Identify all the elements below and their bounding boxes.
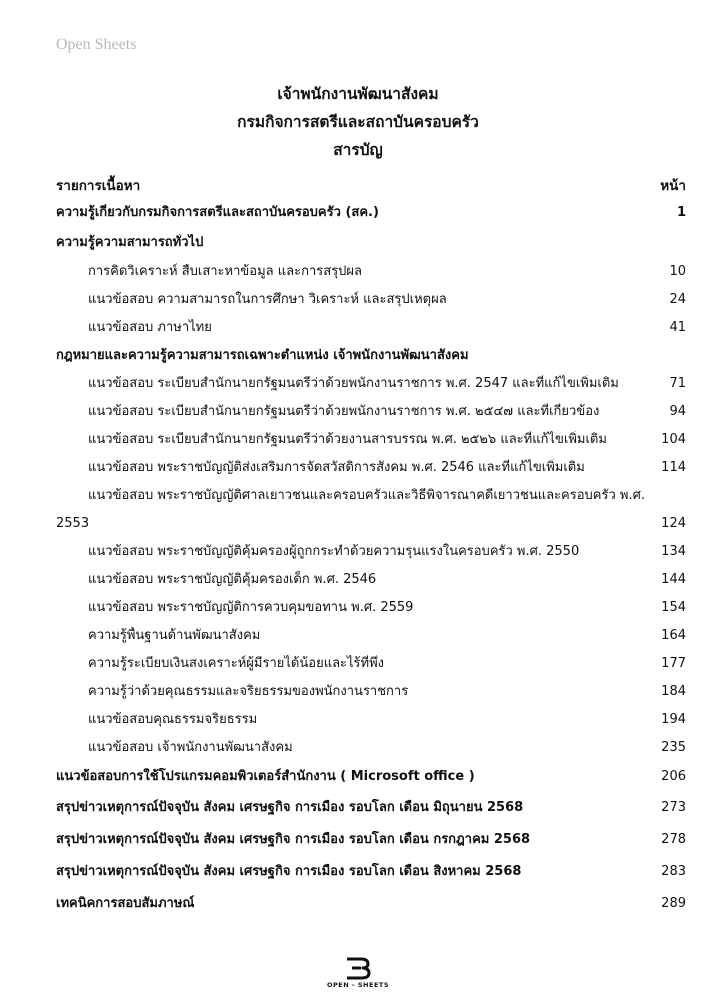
document-title-block	[0, 80, 716, 164]
toc-header	[56, 172, 686, 198]
toc-entry-label: ความรู้ว่าด้วยคุณธรรมและจริยธรรมของพนักงานราชการ	[88, 684, 409, 699]
toc-entry-label: เทคนิคการสอบสัมภาษณ์	[56, 896, 195, 911]
toc-entry	[56, 856, 686, 888]
toc-entry-label: แนวข้อสอบ เจ้าพนักงานพัฒนาสังคม	[88, 740, 293, 755]
toc-entry	[56, 566, 686, 594]
toc-entry-page: 283	[661, 864, 686, 879]
toc-entry-page: 41	[669, 320, 686, 335]
toc-entry-page: 71	[669, 376, 686, 391]
toc-entry	[56, 538, 686, 566]
toc-entry-label: แนวข้อสอบ พระราชบัญญัติคุ้มครองผู้ถูกกระทำด้วยความรุนแรงในครอบครัว พ.ศ. 2550	[88, 544, 580, 559]
toc-entry-page: 1	[676, 205, 686, 220]
toc-entry-label: 2553	[56, 516, 90, 531]
toc-entry-label: แนวข้อสอบการใช้โปรแกรมคอมพิวเตอร์สำนักงาน ( Microsoft office )	[56, 769, 475, 784]
toc-entry-label: สรุปข่าวเหตุการณ์ปัจจุบัน สังคม เศรษฐกิจ การเมือง รอบโลก เดือน สิงหาคม 2568	[56, 864, 522, 879]
toc-entry-label: แนวข้อสอบ พระราชบัญญัติส่งเสริมการจัดสวัสดิการสังคม พ.ศ. 2546 และที่แก้ไขเพิ่มเติม	[88, 460, 585, 475]
toc-entry-label: แนวข้อสอบ พระราชบัญญัติคุ้มครองเด็ก พ.ศ. 2546	[88, 572, 377, 587]
toc-entry	[56, 482, 686, 510]
toc-entry-page: 154	[661, 600, 686, 615]
toc-entry	[56, 198, 686, 228]
toc-entry-label: แนวข้อสอบ ความสามารถในการศึกษา วิเคราะห์ และสรุปเหตุผล	[88, 292, 447, 307]
toc-entry	[56, 888, 686, 920]
toc-entry	[56, 228, 686, 258]
toc-entry-label: กฎหมายและความรู้ความสามารถเฉพาะตำแหน่ง เจ้าพนักงานพัฒนาสังคม	[56, 348, 469, 363]
toc-entry	[56, 622, 686, 650]
toc-entry-label: การคิดวิเคราะห์ สืบเสาะหาข้อมูล และการสรุปผล	[88, 264, 363, 279]
toc-entry	[56, 824, 686, 856]
toc-entry-label: ความรู้ความสามารถทั่วไป	[56, 235, 204, 250]
toc-entry	[56, 370, 686, 398]
toc-entry-label: ความรู้ระเบียบเงินสงเคราะห์ผู้มีรายได้น้อยและไร้ที่พึ่ง	[88, 656, 385, 671]
toc-entry	[56, 762, 686, 792]
table-of-contents	[56, 198, 686, 920]
toc-entry-label: ความรู้พื้นฐานด้านพัฒนาสังคม	[88, 628, 261, 643]
toc-entry-page: 114	[661, 460, 686, 475]
toc-entry	[56, 678, 686, 706]
toc-entry-page: 164	[661, 628, 686, 643]
open-sheets-logo-icon	[344, 956, 372, 980]
toc-entry	[56, 510, 686, 538]
toc-entry	[56, 792, 686, 824]
toc-entry-page: 134	[661, 544, 686, 559]
toc-entry-page: 206	[661, 769, 686, 784]
toc-entry	[56, 734, 686, 762]
toc-entry-page: 289	[661, 896, 686, 911]
toc-entry-page: 184	[661, 684, 686, 699]
toc-entry	[56, 258, 686, 286]
toc-entry-label: แนวข้อสอบคุณธรรมจริยธรรม	[88, 712, 258, 727]
toc-entry-page: 194	[661, 712, 686, 727]
toc-entry-label: แนวข้อสอบ ระเบียบสำนักนายกรัฐมนตรีว่าด้วยพนักงานราชการ พ.ศ. 2547 และที่แก้ไขเพิ่มเติม	[88, 376, 619, 391]
document-title: เจ้าพนักงานพัฒนาสังคม	[277, 85, 439, 103]
toc-entry-label: สรุปข่าวเหตุการณ์ปัจจุบัน สังคม เศรษฐกิจ การเมือง รอบโลก เดือน กรกฎาคม 2568	[56, 832, 531, 847]
toc-entry-page: 104	[661, 432, 686, 447]
watermark: Open Sheets	[56, 36, 137, 53]
open-sheets-logo-text: OPEN - SHEETS	[326, 981, 389, 989]
toc-entry	[56, 594, 686, 622]
toc-entry	[56, 706, 686, 734]
toc-entry-page: 235	[661, 740, 686, 755]
toc-entry-page: 94	[669, 404, 686, 419]
toc-entry-page: 278	[661, 832, 686, 847]
toc-header-label: รายการเนื้อหา	[56, 178, 141, 194]
toc-entry-label: แนวข้อสอบ พระราชบัญญัติศาลเยาวชนและครอบครัวและวิธีพิจารณาคดีเยาวชนและครอบครัว พ.ศ.	[88, 488, 645, 503]
toc-entry	[56, 398, 686, 426]
toc-entry	[56, 286, 686, 314]
toc-entry-page: 10	[669, 264, 686, 279]
toc-entry-label: แนวข้อสอบ ภาษาไทย	[88, 320, 212, 335]
toc-entry-label: แนวข้อสอบ พระราชบัญญัติการควบคุมขอทาน พ.ศ. 2559	[88, 600, 414, 615]
toc-entry	[56, 314, 686, 342]
toc-entry	[56, 342, 686, 370]
toc-entry	[56, 454, 686, 482]
toc-entry-page: 177	[661, 656, 686, 671]
toc-entry-label: แนวข้อสอบ ระเบียบสำนักนายกรัฐมนตรีว่าด้วยพนักงานราชการ พ.ศ. ๒๕๔๗ และที่เกี่ยวข้อง	[88, 404, 600, 419]
toc-entry-page: 24	[669, 292, 686, 307]
toc-entry-page: 273	[661, 800, 686, 815]
toc-entry-page: 124	[661, 516, 686, 531]
toc-entry-page: 144	[661, 572, 686, 587]
document-subtitle: กรมกิจการสตรีและสถาบันครอบครัว	[237, 113, 479, 131]
toc-entry-label: ความรู้เกี่ยวกับกรมกิจการสตรีและสถาบันครอบครัว (สค.)	[56, 205, 379, 220]
toc-entry	[56, 426, 686, 454]
toc-header-page: หน้า	[660, 178, 686, 194]
open-sheets-logo	[0, 956, 716, 989]
toc-entry	[56, 650, 686, 678]
toc-entry-label: แนวข้อสอบ ระเบียบสำนักนายกรัฐมนตรีว่าด้วยงานสารบรรณ พ.ศ. ๒๕๒๖ และที่แก้ไขเพิ่มเติม	[88, 432, 607, 447]
toc-entry-label: สรุปข่าวเหตุการณ์ปัจจุบัน สังคม เศรษฐกิจ การเมือง รอบโลก เดือน มิถุนายน 2568	[56, 800, 524, 815]
toc-title: สารบัญ	[333, 141, 383, 159]
